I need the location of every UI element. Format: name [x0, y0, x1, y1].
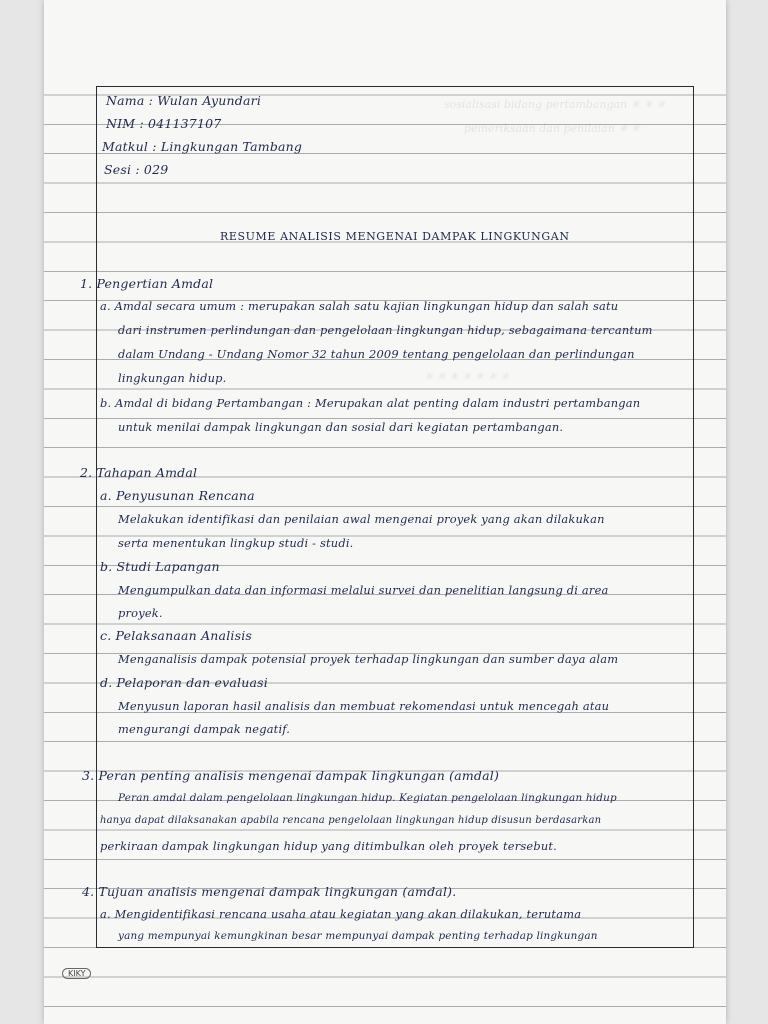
section-2b-heading: b. Studi Lapangan: [100, 559, 220, 574]
student-name: Nama : Wulan Ayundari: [106, 93, 262, 108]
section-2d-line-2: mengurangi dampak negatif.: [118, 722, 291, 736]
bleed-through-text: pemeriksaan dan penilaian ✳ ✳: [464, 122, 641, 135]
section-2b-line-1: Mengumpulkan data dan informasi melalui survei dan penelitian langsung di area: [118, 583, 609, 597]
section-1b-line-2: untuk menilai dampak lingkungan dan sosial dari kegiatan pertambangan.: [118, 420, 564, 434]
course-name: Matkul : Lingkungan Tambang: [102, 139, 303, 154]
section-3-heading: 3. Peran penting analisis mengenai dampak lingkungan (amdal): [82, 768, 500, 783]
section-4a-line-2: yang mempunyai kemungkinan besar mempunyai dampak penting terhadap lingkungan: [118, 930, 598, 942]
section-2b-line-2: proyek.: [118, 606, 163, 620]
section-2d-heading: d. Pelaporan dan evaluasi: [100, 675, 268, 690]
section-2a-line-2: serta menentukan lingkup studi - studi.: [118, 536, 354, 550]
section-4-heading: 4. Tujuan analisis mengenai dampak lingkungan (amdal).: [82, 884, 457, 899]
section-2a-heading: a. Penyusunan Rencana: [100, 488, 255, 503]
page-title: RESUME ANALISIS MENGENAI DAMPAK LINGKUNGAN: [220, 230, 570, 243]
section-3-line-3: perkiraan dampak lingkungan hidup yang ditimbulkan oleh proyek tersebut.: [100, 839, 557, 853]
section-2d-line-1: Menyusun laporan hasil analisis dan membuat rekomendasi untuk mencegah atau: [118, 699, 610, 713]
brand-badge: KIKY: [62, 968, 91, 979]
bleed-through-text: ✳ ✳ ✳ ✳ ✳ ✳ ✳: [424, 370, 510, 383]
bleed-through-text: sosialisasi bidang pertambangan ✳ ✳ ✳: [444, 98, 666, 111]
student-nim: NIM : 041137107: [106, 116, 222, 131]
section-1a-line-3: dalam Undang - Undang Nomor 32 tahun 2009 tentang pengelolaan dan perlindungan: [118, 347, 635, 361]
section-1-heading: 1. Pengertian Amdal: [80, 276, 214, 291]
section-1b-line-1: b. Amdal di bidang Pertambangan : Merupakan alat penting dalam industri pertambangan: [100, 396, 641, 410]
section-1a-line-1: a. Amdal secara umum : merupakan salah satu kajian lingkungan hidup dan salah satu: [100, 299, 619, 313]
section-1a-line-2: dari instrumen perlindungan dan pengelolaan lingkungan hidup, sebagaimana tercantum: [118, 323, 653, 337]
session-number: Sesi : 029: [104, 162, 169, 177]
notebook-page: [44, 0, 726, 1024]
section-3-line-2: hanya dapat dilaksanakan apabila rencana pengelolaan lingkungan hidup disusun berdasarkan: [100, 815, 602, 826]
section-3-line-1: Peran amdal dalam pengelolaan lingkungan hidup. Kegiatan pengelolaan lingkungan hidup: [118, 792, 617, 804]
section-1a-line-4: lingkungan hidup.: [118, 371, 227, 385]
section-4a-line-1: a. Mengidentifikasi rencana usaha atau kegiatan yang akan dilakukan, terutama: [100, 907, 582, 921]
section-2a-line-1: Melakukan identifikasi dan penilaian awal mengenai proyek yang akan dilakukan: [118, 512, 605, 526]
section-2-heading: 2. Tahapan Amdal: [80, 465, 198, 480]
section-2c-heading: c. Pelaksanaan Analisis: [100, 628, 253, 643]
section-2c-line-1: Menganalisis dampak potensial proyek terhadap lingkungan dan sumber daya alam: [118, 652, 619, 666]
